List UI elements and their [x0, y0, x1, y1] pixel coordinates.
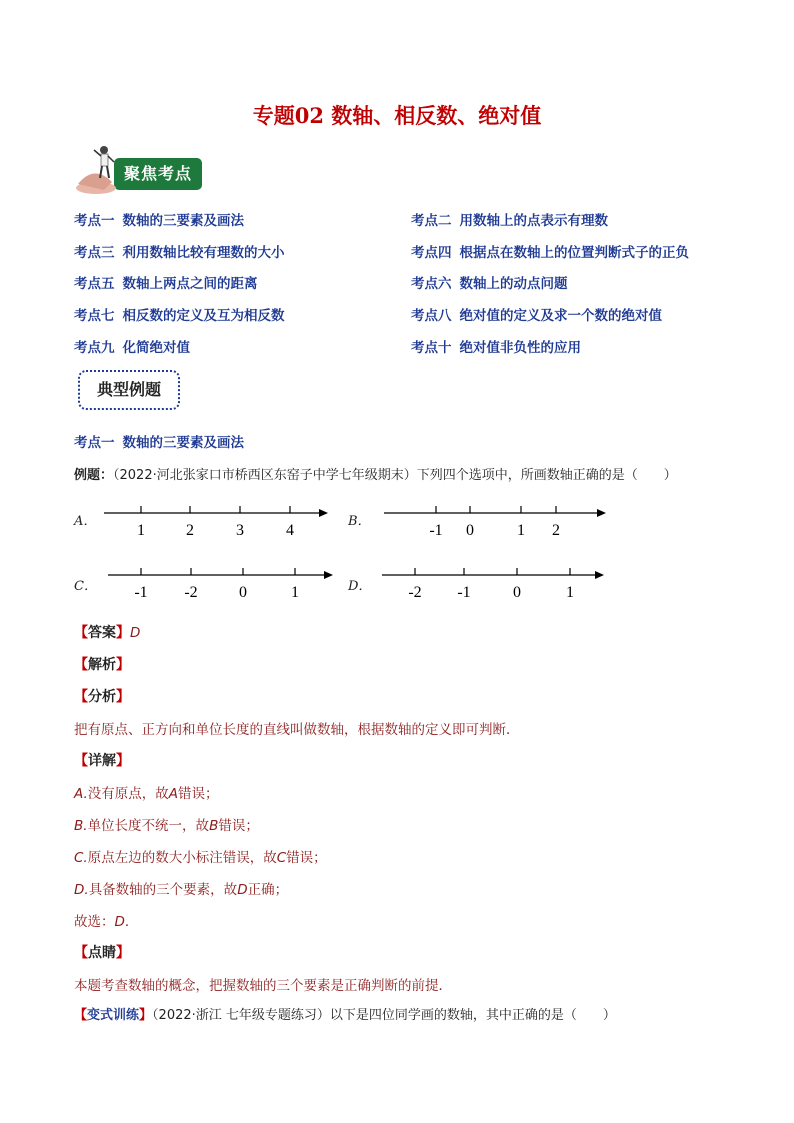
kaodian-num: 考点二	[411, 213, 452, 229]
dianjing-text: 本题考查数轴的概念，把握数轴的三个要素是正确判断的前提．	[74, 978, 452, 994]
axis-tick-label: 2	[186, 522, 194, 539]
kaodian-item	[411, 304, 662, 324]
axis-tick-label: 2	[552, 522, 560, 539]
kaodian-num: 考点六	[411, 276, 452, 292]
analysis-label: 【解析】	[74, 657, 130, 673]
detail-line-c: C.原点左边的数大小标注错误，故C错误；	[74, 850, 327, 866]
answer-value: D	[130, 625, 141, 641]
kaodian-item	[411, 272, 568, 292]
kaodian-name: 根据点在数轴上的位置判断式子的正负	[459, 245, 689, 261]
kaodian-name: 绝对值的定义及求一个数的绝对值	[459, 308, 662, 324]
axis-tick-label: 0	[466, 522, 474, 539]
kaodian-item	[74, 336, 190, 356]
axis-tick-label: 0	[513, 584, 521, 601]
page-title: 专题02 数轴、相反数、绝对值	[252, 103, 542, 128]
kaodian-item	[74, 241, 285, 261]
kaodian-item	[74, 209, 244, 229]
kaodian-name: 利用数轴比较有理数的大小	[122, 245, 285, 261]
axis-arrow	[324, 571, 333, 579]
kaodian-item	[74, 304, 285, 324]
detail-label: 【详解】	[74, 753, 130, 769]
kaodian-name: 相反数的定义及互为相反数	[122, 308, 285, 324]
number-line-d	[382, 568, 604, 601]
axis-tick-label: 1	[137, 522, 145, 539]
number-line-a	[104, 506, 328, 539]
option-d-letter: D．	[348, 579, 372, 594]
axis-tick-label: -1	[457, 584, 471, 601]
answer-label: 【答案】	[74, 625, 130, 641]
axis-arrow	[597, 509, 606, 517]
banner-label: 聚焦考点	[123, 164, 192, 183]
option-c-letter: C．	[74, 579, 97, 594]
dianjing-label: 【点睛】	[74, 945, 130, 961]
axis-tick-label: 1	[566, 584, 574, 601]
number-line-options	[0, 495, 794, 610]
option-b-letter: B．	[348, 514, 371, 529]
axis-tick-label: -2	[184, 584, 198, 601]
axis-tick-label: -2	[408, 584, 422, 601]
example-text: （2022·河北张家口市桥西区东窑子中学七年级期末）下列四个选项中，所画数轴正确的是（ ）	[113, 468, 677, 483]
topic-heading	[74, 431, 244, 451]
detail-line-d: D.具备数轴的三个要素，故D正确；	[74, 882, 289, 898]
axis-tick-label: 4	[286, 522, 294, 539]
axis-tick-label: 0	[239, 584, 247, 601]
kaodian-name: 数轴上的动点问题	[459, 276, 568, 292]
answer-line	[74, 622, 140, 642]
example-label: 例题：	[74, 468, 114, 483]
kaodian-num: 考点十	[411, 340, 452, 356]
kaodian-name: 数轴上两点之间的距离	[122, 276, 258, 292]
number-line-b	[384, 506, 606, 539]
axis-tick-label: 1	[517, 522, 525, 539]
variant-training	[74, 1004, 616, 1023]
variant-label: 【变式训练】	[74, 1008, 153, 1023]
kaodian-name: 用数轴上的点表示有理数	[459, 213, 608, 229]
kaodian-name: 绝对值非负性的应用	[459, 340, 581, 356]
kaodian-name: 化简绝对值	[122, 340, 190, 356]
detail-line-b: B.单位长度不统一，故B错误；	[74, 818, 259, 834]
detail-conclusion: 故选：D．	[74, 914, 139, 930]
fenxi-label: 【分析】	[74, 689, 130, 705]
kaodian-name: 数轴的三要素及画法	[122, 213, 244, 229]
fenxi-text: 把有原点、正方向和单位长度的直线叫做数轴，根据数轴的定义即可判断．	[74, 722, 520, 738]
axis-tick-label: 1	[291, 584, 299, 601]
kaodian-num: 考点四	[411, 245, 452, 261]
topic-heading-name: 数轴的三要素及画法	[122, 435, 244, 451]
option-a-letter: A．	[74, 514, 97, 529]
example-question	[74, 464, 677, 483]
kaodian-item	[411, 241, 689, 261]
kaodian-num: 考点三	[74, 245, 115, 261]
axis-arrow	[319, 509, 328, 517]
kaodian-num: 考点九	[74, 340, 115, 356]
detail-line-a: A.没有原点，故A错误；	[74, 786, 219, 802]
topic-heading-num: 考点一	[74, 435, 115, 451]
kaodian-num: 考点七	[74, 308, 115, 324]
kaodian-num: 考点一	[74, 213, 115, 229]
axis-tick-label: -1	[429, 522, 443, 539]
kaodian-num: 考点五	[74, 276, 115, 292]
axis-arrow	[595, 571, 604, 579]
kaodian-item	[411, 209, 608, 229]
kaodian-item	[411, 336, 581, 356]
axis-tick-label: 3	[236, 522, 244, 539]
kaodian-num: 考点八	[411, 308, 452, 324]
axis-tick-label: -1	[134, 584, 148, 601]
typical-examples-box: 典型例题	[78, 370, 180, 410]
number-line-c	[108, 568, 333, 601]
variant-text: （2022·浙江 七年级专题练习）以下是四位同学画的数轴，其中正确的是（ ）	[152, 1008, 616, 1023]
person-icon	[76, 146, 116, 194]
kaodian-item	[74, 272, 258, 292]
